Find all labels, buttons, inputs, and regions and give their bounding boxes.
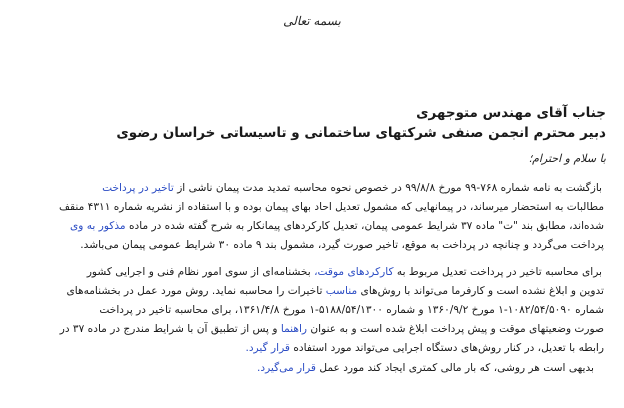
highlight-run: مذکور به وی <box>69 220 126 232</box>
paragraph-1-line-4 <box>19 238 604 253</box>
highlight-run: قرار می‌گیرد. <box>256 362 316 374</box>
paragraph-1-line-1 <box>17 181 602 196</box>
recipient-title: دبیر محترم انجمن صنفی شرکتهای ساختمانی و تاسیساتی خراسان رضوی <box>116 125 606 141</box>
text-run: رابطه با تعدیل، در کنار روش‌های دستگاه اجرایی می‌تواند مورد استفاده <box>289 342 604 354</box>
paragraph-2-line-4 <box>19 322 604 337</box>
salutation: با سلام و احترام؛ <box>528 152 606 165</box>
recipient-name: جناب آقای مهندس متوجهری <box>416 105 606 121</box>
text-run: برای محاسبه تاخیر در پرداخت تعدیل مربوط به <box>393 266 602 278</box>
highlight-run: قرار گیرد. <box>245 342 290 354</box>
text-run: شماره ۱۰۸۲/۵۴/۵۰۹۰-۱ مورخ ۱۳۶۰/۹/۲ و شماره ۵۱۸۸/۵۴/۱۳۰۰-۱ مورخ ۱۳۶۱/۴/۸، برای محاسبه تاخیر در پرداخت <box>99 304 604 316</box>
highlight-run: کارکردهای موقت، <box>314 266 394 278</box>
text-run: مطالبات به استحضار میرساند، در پیمانهایی که مشمول تعدیل احاد بهای پیمان بوده و با استفاده از نشریه شماره ۴۳۱۱ منقف <box>59 201 604 213</box>
text-run: تاخیرات را محاسبه نماید. روش مورد عمل در بخشنامه‌های <box>66 285 326 297</box>
text-run: بخشنامه‌ای از سوی امور نظام فنی و اجرایی کشور <box>86 266 315 278</box>
text-run: و پس از تطبیق آن با شرایط مندرج در ماده ۳۷ در <box>59 323 281 335</box>
highlight-run: مناسب <box>325 285 358 297</box>
text-run: تدوین و ابلاغ نشده است و کارفرما می‌تواند با روش‌های <box>357 285 604 297</box>
paragraph-1-line-2 <box>19 200 604 215</box>
paragraph-2-line-1 <box>17 265 602 280</box>
paragraph-1-line-3 <box>19 219 604 234</box>
text-run: بدیهی است هر روشی، که بار مالی کمتری ایجاد کند مورد عمل <box>316 362 594 374</box>
text-run: پرداخت می‌گردد و چنانچه در پرداخت به موقع، تاخیر صورت گیرد، مشمول بند ۹ ماده ۳۰ شرایط عمومی پیمان می‌باشد. <box>80 239 604 251</box>
paragraph-2-line-5 <box>19 341 604 356</box>
highlight-run: راهنما <box>280 323 308 335</box>
text-run: بازگشت به نامه شماره ۷۶۸-۹۹ مورخ ۹۹/۸/۸ در خصوص نحوه محاسبه تمدید مدت پیمان ناشی از <box>173 182 602 194</box>
paragraph-3-line-1 <box>9 361 594 376</box>
basmala-heading: بسمه تعالی <box>283 14 341 28</box>
text-run: شده‌اند، مطابق بند "ت" ماده ۳۷ شرایط عمومی پیمان، تعدیل کارکردهای پیمانکار به شرح گفته شده در ماده <box>125 220 604 232</box>
paragraph-2-line-3 <box>19 303 604 318</box>
paragraph-2-line-2 <box>19 284 604 299</box>
text-run: صورت وضعیتهای موقت و پیش پرداخت ابلاغ شده است و به عنوان <box>307 323 604 335</box>
highlight-run: تاخیر در پرداخت <box>102 182 174 194</box>
